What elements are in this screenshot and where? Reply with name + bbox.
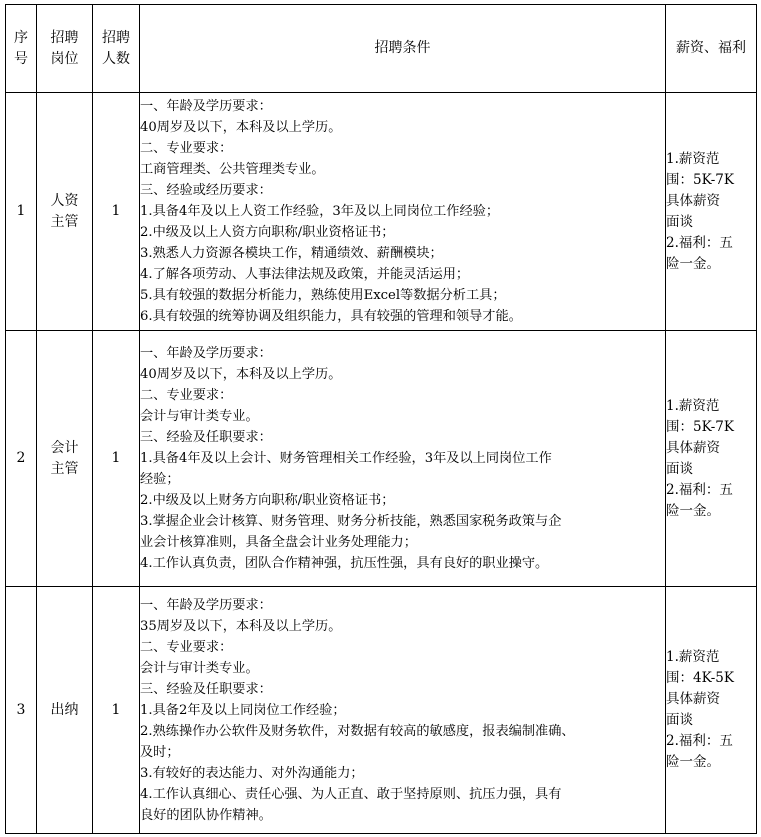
row-position (37, 587, 93, 834)
salary-line: 围：5K-7K (666, 418, 734, 435)
header-position-line2: 岗位 (50, 50, 79, 67)
header-position (37, 5, 93, 93)
row-conditions (140, 93, 666, 331)
header-count-line2: 人数 (102, 50, 130, 67)
header-seq-line1: 序 (14, 29, 28, 46)
header-count (93, 5, 140, 93)
condition-line: 会计与审计类专业。 (140, 660, 259, 676)
table-row (6, 93, 757, 331)
header-seq-line2: 号 (14, 50, 28, 67)
condition-line: 5.具有较强的数据分析能力，熟练使用Excel等数据分析工具； (140, 288, 506, 303)
condition-line: 1.具备4年及以上会计、财务管理相关工作经验，3年及以上同岗位工作 (140, 451, 552, 466)
row-conditions (140, 331, 666, 587)
salary-line: 1.薪资范 (666, 150, 720, 167)
row-count: 1 (93, 93, 140, 331)
condition-line: 二、专业要求： (140, 388, 233, 403)
header-seq (6, 5, 37, 93)
condition-line: 4.工作认真细心、责任心强、为人正直、敢于坚持原则、抗压力强，具有 (140, 786, 562, 802)
header-conditions: 招聘条件 (140, 5, 666, 93)
salary-line: 2.福利：五 (666, 481, 733, 498)
condition-line: 4.工作认真负责，团队合作精神强，抗压性强，具有良好的职业操守。 (140, 556, 549, 571)
condition-line: 2.熟练操作办公软件及财务软件，对数据有较高的敏感度，报表编制准确、 (140, 723, 575, 739)
condition-line: 三、经验及任职要求： (140, 430, 272, 445)
condition-line: 会计与审计类专业。 (140, 409, 259, 424)
condition-line: 3.有较好的表达能力、对外沟通能力； (140, 765, 364, 781)
row-position-line2: 主管 (50, 213, 79, 230)
condition-line: 35周岁及以下，本科及以上学历。 (140, 618, 342, 634)
salary-line: 险一金。 (666, 255, 720, 272)
condition-line: 二、专业要求： (140, 141, 233, 156)
condition-line: 1.具备4年及以上人资工作经验，3年及以上同岗位工作经验； (140, 204, 500, 219)
salary-line: 险一金。 (666, 502, 720, 519)
condition-line: 1.具备2年及以上同岗位工作经验； (140, 702, 346, 718)
condition-line: 一、年龄及学历要求： (140, 597, 272, 613)
condition-line: 工商管理类、公共管理类专业。 (140, 162, 325, 177)
condition-line: 三、经验或经历要求： (140, 183, 272, 198)
condition-line: 3.掌握企业会计核算、财务管理、财务分析技能，熟悉国家税务政策与企 (140, 514, 562, 529)
row-seq: 2 (6, 331, 37, 587)
header-position-line1: 招聘 (50, 29, 79, 46)
row-salary (666, 93, 757, 331)
row-salary (666, 587, 757, 834)
condition-line: 业会计核算准则，具备全盘会计业务处理能力； (140, 535, 417, 550)
salary-line: 1.薪资范 (666, 397, 720, 414)
row-position (37, 93, 93, 331)
condition-line: 一、年龄及学历要求： (140, 346, 272, 361)
salary-line: 面谈 (666, 712, 693, 728)
salary-line: 具体薪资 (666, 192, 720, 209)
row-seq: 1 (6, 93, 37, 331)
salary-line: 围：5K-7K (666, 171, 734, 188)
condition-line: 一、年龄及学历要求： (140, 99, 272, 114)
salary-line: 具体薪资 (666, 439, 720, 456)
salary-line: 1.薪资范 (666, 649, 720, 665)
row-position-line1: 会计 (50, 439, 79, 456)
row-position-line2: 主管 (50, 460, 79, 477)
salary-line: 2.福利：五 (666, 733, 733, 749)
salary-line: 险一金。 (666, 754, 720, 770)
condition-line: 2.中级及以上财务方向职称/职业资格证书； (140, 493, 395, 508)
recruitment-table (5, 4, 757, 834)
header-salary: 薪资、福利 (666, 5, 757, 93)
salary-line: 围：4K-5K (666, 670, 734, 686)
row-count: 1 (93, 331, 140, 587)
row-conditions (140, 587, 666, 834)
condition-line: 2.中级及以上人资方向职称/职业资格证书； (140, 225, 395, 240)
table-row (6, 587, 757, 834)
condition-line: 三、经验及任职要求： (140, 681, 272, 697)
condition-line: 3.熟悉人力资源各模块工作，精通绩效、薪酬模块； (140, 246, 443, 261)
condition-line: 及时； (140, 744, 180, 760)
salary-line: 具体薪资 (666, 691, 720, 707)
condition-line: 40周岁及以下，本科及以上学历。 (140, 120, 342, 135)
header-count-line1: 招聘 (102, 29, 130, 46)
condition-line: 二、专业要求： (140, 639, 233, 655)
condition-line: 4.了解各项劳动、人事法律法规及政策，并能灵活运用； (140, 267, 470, 282)
row-salary (666, 331, 757, 587)
row-position (37, 331, 93, 587)
condition-line: 经验； (140, 472, 180, 487)
salary-line: 面谈 (666, 460, 693, 477)
row-position-line1: 人资 (50, 192, 79, 209)
condition-line: 良好的团队协作精神。 (140, 807, 272, 823)
salary-line: 面谈 (666, 213, 693, 230)
row-position-line1: 出纳 (50, 701, 79, 718)
row-seq: 3 (6, 587, 37, 834)
table-row (6, 331, 757, 587)
salary-line: 2.福利：五 (666, 234, 733, 251)
condition-line: 6.具有较强的统筹协调及组织能力，具有较强的管理和领导才能。 (140, 309, 522, 324)
condition-line: 40周岁及以下，本科及以上学历。 (140, 367, 342, 382)
header-row (6, 5, 757, 93)
row-count: 1 (93, 587, 140, 834)
